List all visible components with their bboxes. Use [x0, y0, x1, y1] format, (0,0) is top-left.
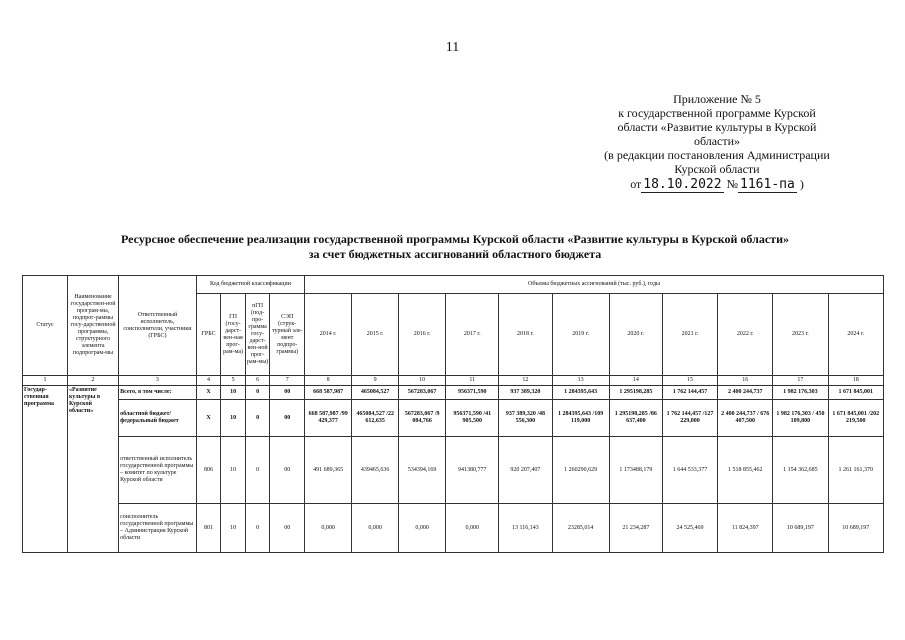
header-budget-code: Код бюджетной классификации: [196, 276, 304, 294]
column-number: 14: [609, 376, 662, 386]
column-number: 10: [399, 376, 446, 386]
appendix-line: области «Развитие культуры в Курской: [617, 120, 817, 134]
appendix-line: к государственной программе Курской: [618, 106, 816, 120]
table-row: [23, 400, 884, 437]
value-cell: 10 689,197: [828, 504, 883, 553]
header-responsible: Ответственный исполнитель, соисполнители, участники (ГРБС): [119, 276, 197, 376]
gp-cell: 10: [221, 400, 246, 437]
status-cell: Государ-ственная программа: [23, 386, 68, 553]
appendix-line: Приложение № 5: [673, 92, 761, 106]
header-grbs: ГРБС: [196, 294, 221, 376]
value-cell: 567283,067: [399, 386, 446, 400]
value-cell: 534394,169: [399, 437, 446, 504]
header-volumes: Объемы бюджетных ассигнований (тыс. руб.), годы: [305, 276, 884, 294]
column-number: 13: [552, 376, 609, 386]
resource-table: [22, 275, 884, 553]
pgp-cell: 0: [245, 386, 270, 400]
header-year: 2019 г.: [552, 294, 609, 376]
value-cell: 1 644 533,377: [662, 437, 717, 504]
decree-date-line: [592, 177, 842, 192]
number-prefix: №: [726, 177, 739, 191]
column-number: 5: [221, 376, 246, 386]
value-cell: 1 982 176,303 / 450 109,800: [773, 400, 828, 437]
grbs-cell: 806: [196, 437, 221, 504]
column-number: 12: [499, 376, 552, 386]
header-name: Наименование государствен-ной програм-мы, подпрог-раммы госу-дарственной программы, структурного элемента подпрограм-мы: [67, 276, 118, 376]
value-cell: 1 284395,643: [552, 386, 609, 400]
value-cell: 0,000: [352, 504, 399, 553]
header-year: 2023 г.: [773, 294, 828, 376]
appendix-line: (в редакции постановления Администрации: [604, 148, 830, 162]
value-cell: 1 982 176,303: [773, 386, 828, 400]
pgp-cell: 0: [245, 437, 270, 504]
value-cell: 465084,527: [352, 386, 399, 400]
value-cell: 439465,636: [352, 437, 399, 504]
column-number: 4: [196, 376, 221, 386]
appendix-line: Курской области: [674, 162, 760, 176]
header-pgp: пГП (под-про-грамма госу-дарст-вен-ной прог-рам-мы): [245, 294, 270, 376]
value-cell: 668 587,987: [305, 386, 352, 400]
pgp-cell: 0: [245, 504, 270, 553]
grbs-cell: X: [196, 400, 221, 437]
header-year: 2018 г.: [499, 294, 552, 376]
value-cell: 1 671 845,001 /202 219,500: [828, 400, 883, 437]
column-number: 16: [718, 376, 773, 386]
value-cell: 1 762 144,457 /127 229,000: [662, 400, 717, 437]
value-cell: 491 689,365: [305, 437, 352, 504]
header-se: СЭП (струк-турный эле-мент подпро-граммы): [270, 294, 305, 376]
value-cell: 937 389,320: [499, 386, 552, 400]
document-title: [40, 232, 870, 262]
se-cell: 00: [270, 437, 305, 504]
value-cell: 1 173488,179: [609, 437, 662, 504]
value-cell: 10 689,197: [773, 504, 828, 553]
grbs-cell: 801: [196, 504, 221, 553]
table-row: [23, 386, 884, 400]
value-cell: 465084,527 /22 612,635: [352, 400, 399, 437]
column-number: 7: [270, 376, 305, 386]
column-number: 9: [352, 376, 399, 386]
table-row: [23, 437, 884, 504]
decree-number: 1161-па: [740, 177, 795, 192]
column-number: 2: [67, 376, 118, 386]
header-year: 2024 г.: [828, 294, 883, 376]
value-cell: 0,000: [305, 504, 352, 553]
pgp-cell: 0: [245, 400, 270, 437]
header-year: 2016 г.: [399, 294, 446, 376]
value-cell: 2 400 244,737: [718, 386, 773, 400]
value-cell: 668 587,987 /99 429,377: [305, 400, 352, 437]
value-cell: 1 295198,285: [609, 386, 662, 400]
column-number: 11: [446, 376, 499, 386]
value-cell: 1 762 144,457: [662, 386, 717, 400]
value-cell: 0,000: [446, 504, 499, 553]
se-cell: 00: [270, 386, 305, 400]
header-year: 2022 г.: [718, 294, 773, 376]
appendix-line: области»: [693, 134, 741, 148]
gp-cell: 10: [221, 504, 246, 553]
value-cell: 941380,777: [446, 437, 499, 504]
title-line-1: Ресурсное обеспечение реализации государственной программы Курской области «Развитие культуры в Курской области»: [121, 232, 789, 246]
header-status: Статус: [23, 276, 68, 376]
header-year: 2015 г.: [352, 294, 399, 376]
value-cell: 567283,067 /9 084,766: [399, 400, 446, 437]
value-cell: 1 295198,285 /86 637,400: [609, 400, 662, 437]
value-cell: 956371,590 /41 905,500: [446, 400, 499, 437]
responsible-cell: Всего, в том числе:: [119, 386, 197, 400]
value-cell: 1 518 855,462: [718, 437, 773, 504]
gp-cell: 10: [221, 437, 246, 504]
appendix-block: [592, 92, 842, 192]
value-cell: 956371,590: [446, 386, 499, 400]
title-line-2: за счет бюджетных ассигнований областного бюджета: [308, 247, 602, 261]
value-cell: 1 154 362,685: [773, 437, 828, 504]
gp-cell: 10: [221, 386, 246, 400]
value-cell: 1 671 845,001: [828, 386, 883, 400]
decree-date: 18.10.2022: [643, 177, 722, 192]
column-number: 3: [119, 376, 197, 386]
column-number-row: [23, 376, 884, 386]
responsible-cell: ответственный исполнитель государственной программы – комитет по культуре Курской области: [119, 437, 197, 504]
value-cell: 13 116,143: [499, 504, 552, 553]
value-cell: 2 400 244,737 / 676 407,500: [718, 400, 773, 437]
column-number: 8: [305, 376, 352, 386]
column-number: 15: [662, 376, 717, 386]
header-year: 2017 г.: [446, 294, 499, 376]
table-row: [23, 504, 884, 553]
responsible-cell: соисполнитель государственной программы – Администрация Курской области: [119, 504, 197, 553]
date-prefix: от: [630, 177, 642, 191]
program-name-cell: «Развитие культуры в Курской области»: [67, 386, 118, 553]
date-suffix: ): [799, 177, 804, 191]
value-cell: 937 389,320 /48 556,300: [499, 400, 552, 437]
header-year: 2021 г.: [662, 294, 717, 376]
se-cell: 00: [270, 504, 305, 553]
page-number: 11: [445, 40, 460, 55]
value-cell: 920 207,407: [499, 437, 552, 504]
value-cell: 24 525,469: [662, 504, 717, 553]
se-cell: 00: [270, 400, 305, 437]
column-number: 18: [828, 376, 883, 386]
column-number: 6: [245, 376, 270, 386]
header-year: 2014 г.: [305, 294, 352, 376]
header-gp: ГП (госу-дарст-вен-ная прог-рам-ма): [221, 294, 246, 376]
value-cell: 21 234,287: [609, 504, 662, 553]
grbs-cell: X: [196, 386, 221, 400]
value-cell: 1 284395,643 /109 119,000: [552, 400, 609, 437]
value-cell: 1 261 161,370: [828, 437, 883, 504]
value-cell: 23285,014: [552, 504, 609, 553]
value-cell: 1 260290,629: [552, 437, 609, 504]
value-cell: 0,000: [399, 504, 446, 553]
column-number: 1: [23, 376, 68, 386]
column-number: 17: [773, 376, 828, 386]
header-year: 2020 г.: [609, 294, 662, 376]
value-cell: 11 824,397: [718, 504, 773, 553]
responsible-cell: областной бюджет/ федеральный бюджет: [119, 400, 197, 437]
